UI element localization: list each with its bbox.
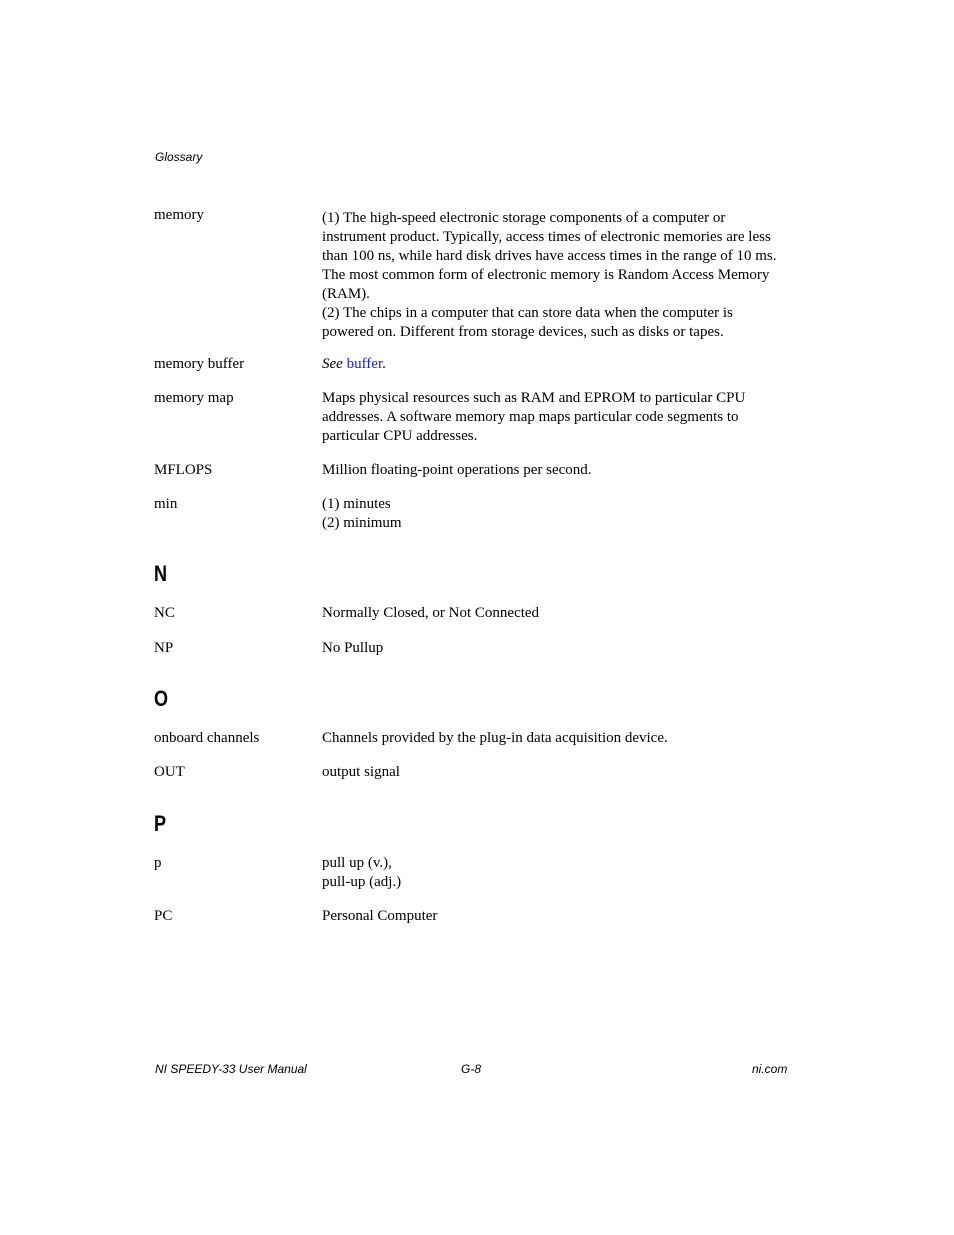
definition-line: Maps physical resources such as RAM and EPROM to particular CPU xyxy=(322,390,746,406)
glossary-definition xyxy=(322,639,786,658)
definition-line: particular CPU addresses. xyxy=(322,428,478,444)
glossary-term: min xyxy=(154,496,178,512)
glossary-definition xyxy=(322,907,786,926)
definition-line: Personal Computer xyxy=(322,908,438,924)
section-heading-p: P xyxy=(154,811,167,836)
definition-line: The most common form of electronic memory is Random Access Memory xyxy=(322,267,770,283)
definition-line: (RAM). xyxy=(322,286,370,302)
definition-line: pull up (v.), xyxy=(322,855,392,871)
see-label: See xyxy=(322,356,343,372)
glossary-term: NP xyxy=(154,640,174,656)
running-head: Glossary xyxy=(155,150,203,164)
glossary-definition xyxy=(322,495,786,533)
definition-line: (2) The chips in a computer that can store data when the computer is xyxy=(322,305,733,321)
definition-line: (2) minimum xyxy=(322,515,402,531)
glossary-term: NC xyxy=(154,605,175,621)
glossary-term: p xyxy=(154,855,162,871)
definition-line: pull-up (adj.) xyxy=(322,874,402,890)
footer-site: ni.com xyxy=(752,1062,788,1076)
definition-line: than 100 ns, while hard disk drives have access times in the range of 10 ms. xyxy=(322,248,777,264)
glossary-definition xyxy=(322,854,786,892)
definition-line: powered on. Different from storage devices, such as disks or tapes. xyxy=(322,324,724,340)
glossary-term: OUT xyxy=(154,764,185,780)
definition-line: No Pullup xyxy=(322,640,384,656)
glossary-definition xyxy=(322,604,786,623)
definition-line: (1) The high-speed electronic storage components of a computer or xyxy=(322,210,726,226)
glossary-definition xyxy=(322,461,786,480)
glossary-definition xyxy=(322,209,786,342)
definition-line: Million floating-point operations per second. xyxy=(322,462,592,478)
section-heading-n: N xyxy=(154,561,168,586)
glossary-term: memory xyxy=(154,207,204,223)
definition-line: instrument product. Typically, access times of electronic memories are less xyxy=(322,229,771,245)
glossary-term: memory map xyxy=(154,390,234,406)
definition-line: Channels provided by the plug-in data acquisition device. xyxy=(322,730,668,746)
glossary-definition xyxy=(322,729,786,748)
glossary-term: MFLOPS xyxy=(154,462,213,478)
footer-manual-title: NI SPEEDY-33 User Manual xyxy=(155,1062,307,1076)
definition-line: addresses. A software memory map maps particular code segments to xyxy=(322,409,739,425)
glossary-term: PC xyxy=(154,908,173,924)
definition-line: output signal xyxy=(322,764,400,780)
glossary-definition xyxy=(322,763,786,782)
definition-line: (1) minutes xyxy=(322,496,391,512)
definition-line: Normally Closed, or Not Connected xyxy=(322,605,540,621)
glossary-definition xyxy=(322,355,786,374)
sentence-end: . xyxy=(382,356,386,372)
section-heading-o: O xyxy=(154,686,169,711)
glossary-term: memory buffer xyxy=(154,356,245,372)
glossary-definition xyxy=(322,389,786,446)
footer-page-number: G-8 xyxy=(461,1062,482,1076)
buffer-cross-reference-link[interactable]: buffer xyxy=(346,356,383,372)
glossary-term: onboard channels xyxy=(154,730,260,746)
